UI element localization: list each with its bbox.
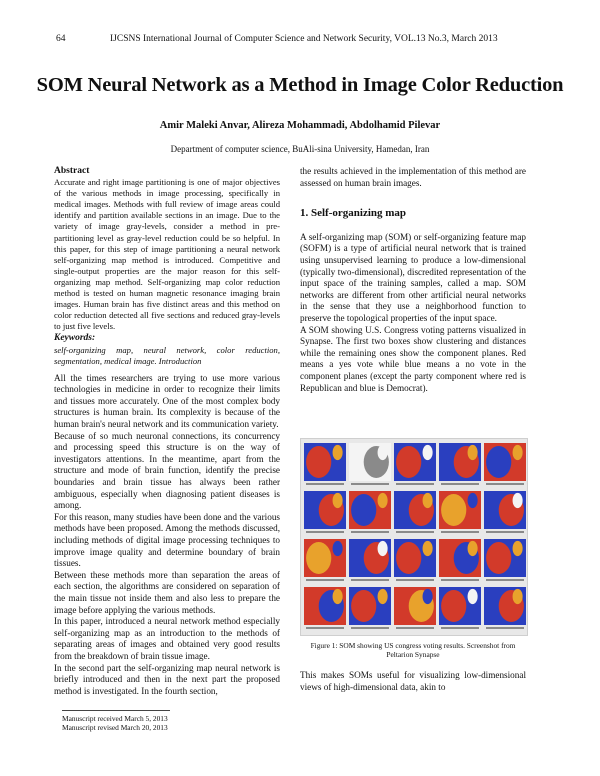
plane-cluster <box>513 445 523 460</box>
intro-paragraph: In this paper, introduced a neural network method especially self-organizing map as an introduction to the methods of separating areas of images and obtained very good results from the breakdown of brain tissue image. <box>54 616 280 661</box>
plane-cluster <box>306 446 331 478</box>
som-component-plane <box>349 491 391 533</box>
authors: Amir Maleki Anvar, Alireza Mohammadi, Abdolhamid Pilevar <box>159 120 441 131</box>
plane-cluster <box>513 541 523 556</box>
plane-cluster <box>423 445 433 460</box>
som-grid-image <box>301 439 527 635</box>
footnote-rule <box>62 710 170 711</box>
som-component-plane <box>304 587 346 629</box>
plane-cluster <box>441 590 466 622</box>
som-component-plane <box>439 539 481 581</box>
plane-colorbar <box>396 483 434 485</box>
plane-cluster <box>468 589 478 604</box>
journal-header: IJCSNS International Journal of Computer Science and Network Security, VOL.13 No.3, March 2013 <box>110 34 498 44</box>
plane-cluster <box>468 445 478 460</box>
abstract-text: Accurate and right image partitioning is one of major objectives of the various methods in image processing, specifically in medical images. Methods with full review of image areas could identify and partition available sections in an image. Due to the variety of image gray-levels, consider a method in pre-partitioning level as gray-level reduction could be so helpful. In this paper, for this step of image partitioning a neural network self-organizing map method is introduced. Competitive and single-output properties are the major reason for this self-organizing map method. Self-organizing map color reduction method is tested on human magnetic resonance imaging brain images. Human brain has five distinct areas and this method on color reduction detected all five sections and reduced gray-levels to just five levels. <box>54 177 280 332</box>
plane-colorbar <box>486 579 524 581</box>
intro-paragraph: For this reason, many studies have been done and the various methods have been proposed. Among the methods discussed, including methods of digital image processing techniques to improve image quality and determine boundary of brain tissues. <box>54 511 280 569</box>
som-component-plane <box>439 491 481 533</box>
som-component-plane <box>484 539 526 581</box>
plane-colorbar <box>441 579 479 581</box>
right-bottom-text: This makes SOMs useful for visualizing low-dimensional views of high-dimensional data, akin to <box>300 670 526 692</box>
plane-cluster <box>468 541 478 556</box>
plane-colorbar <box>351 627 389 629</box>
som-component-plane <box>394 587 436 629</box>
footnote-received: Manuscript received March 5, 2013 <box>62 714 168 723</box>
som-figure <box>300 438 528 636</box>
som-component-plane <box>439 587 481 629</box>
plane-colorbar <box>486 627 524 629</box>
plane-cluster <box>486 446 511 478</box>
abstract-heading: Abstract <box>54 166 90 176</box>
plane-colorbar <box>441 531 479 533</box>
plane-cluster <box>351 590 376 622</box>
plane-cluster <box>423 493 433 508</box>
som-component-plane <box>394 443 436 485</box>
keywords-heading: Keywords: <box>54 333 96 344</box>
figure-caption: Figure 1: SOM showing US congress voting results. Screenshot from Peltarion Synapse <box>310 641 516 659</box>
plane-colorbar <box>306 627 344 629</box>
plane-colorbar <box>351 483 389 485</box>
plane-cluster <box>513 589 523 604</box>
plane-cluster <box>378 541 388 556</box>
som-component-plane <box>484 443 526 485</box>
plane-colorbar <box>351 531 389 533</box>
som-component-plane <box>304 539 346 581</box>
intro-paragraph: All the times researchers are trying to use more various technologies in medicine in order to recognize their limits and tissues more accurately. One of the most complex body structures is human brain. Its complexity is because of the human brain's neural network and its communication variety. <box>54 372 280 430</box>
plane-cluster <box>351 494 376 526</box>
keywords-text: self-organizing map, neural network, color reduction, segmentation, medical image. Introduction <box>54 344 280 366</box>
plane-colorbar <box>396 627 434 629</box>
plane-colorbar <box>306 579 344 581</box>
intro-paragraph: Because of so much neuronal connections, its concurrency and processing speed this structure is on the way of investigators attentions. In the meantime, apart from the structure and mode of brain function, identify the precise boundaries and brain tissue has always been rather ambiguous, especially when diagnosing patient diseases is among. <box>54 430 280 511</box>
paper-title: SOM Neural Network as a Method in Image Color Reduction <box>36 74 564 96</box>
plane-cluster <box>378 445 388 460</box>
plane-cluster <box>423 541 433 556</box>
plane-colorbar <box>396 579 434 581</box>
plane-cluster <box>513 493 523 508</box>
footnote <box>62 714 168 732</box>
plane-cluster <box>441 494 466 526</box>
plane-cluster <box>396 446 421 478</box>
right-column-bottom <box>300 670 526 693</box>
plane-cluster <box>423 589 433 604</box>
som-component-plane <box>304 443 346 485</box>
som-component-plane <box>394 491 436 533</box>
section-heading: 1. Self-organizing map <box>300 207 407 220</box>
plane-colorbar <box>396 531 434 533</box>
plane-colorbar <box>441 627 479 629</box>
section-paragraph: A self-organizing map (SOM) or self-organizing feature map (SOFM) is a type of artificial neural network that is trained using unsupervised learning to produce a low-dimensional (typically two-dimensional), discredited representation of the input space of the training samples, called a map. SOM networks are different from other artificial neural networks in the sense that they use a neighborhood function to preserve the topological properties of the input space. <box>300 231 526 323</box>
plane-cluster <box>333 445 343 460</box>
footnote-revised: Manuscript revised March 20, 2013 <box>62 723 168 732</box>
page-number: 64 <box>56 34 66 44</box>
plane-colorbar <box>486 483 524 485</box>
plane-cluster <box>333 541 343 556</box>
som-component-plane <box>394 539 436 581</box>
som-component-plane <box>484 491 526 533</box>
intro-paragraph: Between these methods more than separation the areas of each section, the algorithms are considered on separation of the main tissue not inside them and also less to prepare the image before applying the various methods. <box>54 569 280 615</box>
plane-colorbar <box>441 483 479 485</box>
right-column-continuation: the results achieved in the implementation of this method are assessed on human brain images. <box>300 166 526 188</box>
intro-paragraph: In the second part the self-organizing map neural network is briefly introduced and then in the next part the proposed method is investigated. In the fourth section, <box>54 662 280 696</box>
som-component-plane <box>349 443 391 485</box>
plane-colorbar <box>486 531 524 533</box>
plane-colorbar <box>351 579 389 581</box>
left-column <box>54 166 280 697</box>
som-component-plane <box>349 539 391 581</box>
section-paragraph: A SOM showing U.S. Congress voting patterns visualized in Synapse. The first two boxes show clustering and distances while the remaining ones show the component planes. Red means a yes vote while blue means a no vote in the component planes (except the party component where red is Republican and blue is Democrat). <box>300 324 526 393</box>
plane-cluster <box>468 493 478 508</box>
plane-cluster <box>396 542 421 574</box>
plane-colorbar <box>306 483 344 485</box>
plane-cluster <box>486 542 511 574</box>
som-component-plane <box>349 587 391 629</box>
plane-cluster <box>306 542 331 574</box>
plane-colorbar <box>306 531 344 533</box>
plane-cluster <box>378 589 388 604</box>
plane-cluster <box>378 493 388 508</box>
som-component-plane <box>304 491 346 533</box>
som-component-plane <box>439 443 481 485</box>
right-column <box>300 166 526 394</box>
plane-cluster <box>333 493 343 508</box>
affiliation: Department of computer science, BuAli-sina University, Hamedan, Iran <box>170 144 430 154</box>
som-component-plane <box>484 587 526 629</box>
plane-cluster <box>333 589 343 604</box>
